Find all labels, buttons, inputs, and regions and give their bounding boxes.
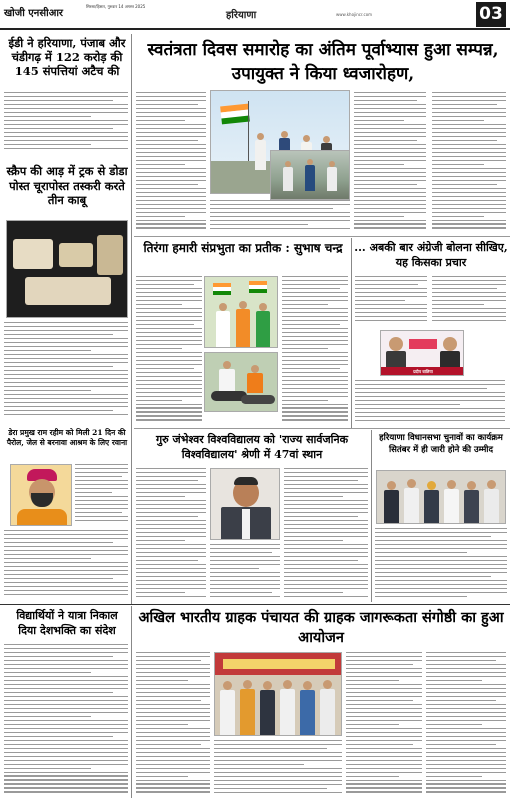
masthead: [0, 0, 510, 30]
ram-rahim-body-right: [75, 464, 128, 526]
tricolour-flag-icon: [220, 104, 250, 125]
section-rule: [0, 604, 510, 605]
consumer-body-col4: [426, 652, 506, 798]
rehearsal-photo: [270, 150, 350, 200]
tiranga-headline: तिरंगा हमारी संप्रभुता का प्रतीक : सुभाष चन्द्र: [143, 241, 343, 255]
ram-rahim-headline: डेरा प्रमुख राम रहीम को मिली 21 दिन की पैरोल, जेल से बरनावा आश्रम के लिए रवाना: [6, 428, 128, 447]
tiranga-rally-photo: [204, 276, 278, 348]
column-rule: [371, 430, 372, 602]
smuggling-headline: स्क्रैप की आड़ में ट्रक से डोडा पोस्त चूरापोस्त तस्करी करते तीन काबू: [6, 164, 128, 207]
seminar-photo: [214, 652, 342, 736]
newspaper-brand: खोजी एनसीआर: [4, 8, 64, 19]
english-body-col1: [355, 276, 427, 326]
rule: [134, 236, 510, 237]
ed-body: [4, 92, 128, 154]
website: www.khojincr.com: [336, 12, 373, 17]
tiranga-body-col2: [282, 276, 348, 426]
column-rule: [131, 34, 132, 604]
tiranga-body-col1: [136, 276, 202, 426]
english-headline: ... अबकी बार अंग्रेजी बोलना सीखिए, यह किसका प्रचार: [354, 241, 508, 269]
main-body-col2: [210, 200, 350, 234]
main-body-col1: [136, 92, 206, 234]
section-name: हरियाणा: [226, 10, 257, 21]
english-body-col2: [432, 276, 506, 326]
students-headline: विद्यार्थियों ने यात्रा निकाल दिया देशभक्ति का संदेश: [16, 609, 118, 637]
election-body: [375, 528, 507, 602]
column-rule: [131, 606, 132, 798]
consumer-headline: अखिल भारतीय ग्राहक पंचायत की ग्राहक जागरूकता संगोष्ठी का हुआ आयोजन: [138, 609, 504, 646]
smuggling-body: [4, 322, 128, 420]
ed-headline: ईडी ने हरियाणा, पंजाब और चंडीगढ़ में 122 करोड़ की 145 संपत्तियां अटैच की: [8, 36, 126, 78]
officials-photo: [376, 470, 506, 524]
poster-photo: [380, 330, 464, 376]
main-headline: स्वतंत्रता दिवस समारोह का अंतिम पूर्वाभ्यास हुआ सम्पन्न, उपायुक्त ने किया ध्वजारोहण,: [147, 40, 499, 84]
vice-chancellor-photo: [210, 468, 280, 540]
consumer-body-col2: [214, 740, 342, 798]
consumer-body-col1: [136, 652, 210, 798]
bike-rally-photo: [204, 352, 278, 412]
university-headline: गुरु जंभेश्वर विश्वविद्यालय को 'राज्य सार्वजनिक विश्वविद्यालय' श्रेणी में 47वां स्थान: [155, 433, 349, 461]
poster-banner: प्रदीप वालिया: [381, 367, 464, 376]
consumer-body-col3: [346, 652, 422, 798]
column-rule: [351, 238, 352, 428]
university-body-col2: [210, 544, 280, 602]
university-body-col1: [136, 468, 206, 602]
page-number: 03: [476, 2, 506, 27]
ram-rahim-photo: [10, 464, 72, 526]
rule: [134, 428, 510, 429]
university-body-col3: [284, 468, 368, 602]
students-body: [4, 644, 128, 798]
main-body-col4: [432, 92, 506, 234]
english-body-col3: [355, 380, 505, 426]
date-line: सिरसा/हिसार, गुरुवार 14 अगस्त 2025: [86, 4, 146, 9]
ram-rahim-body: [4, 530, 128, 602]
drugs-photo: [6, 220, 128, 318]
election-headline: हरियाणा विधानसभा चुनावों का कार्यक्रम सितंबर में ही जारी होने की उम्मीद: [379, 433, 503, 455]
main-body-col3: [354, 92, 426, 234]
